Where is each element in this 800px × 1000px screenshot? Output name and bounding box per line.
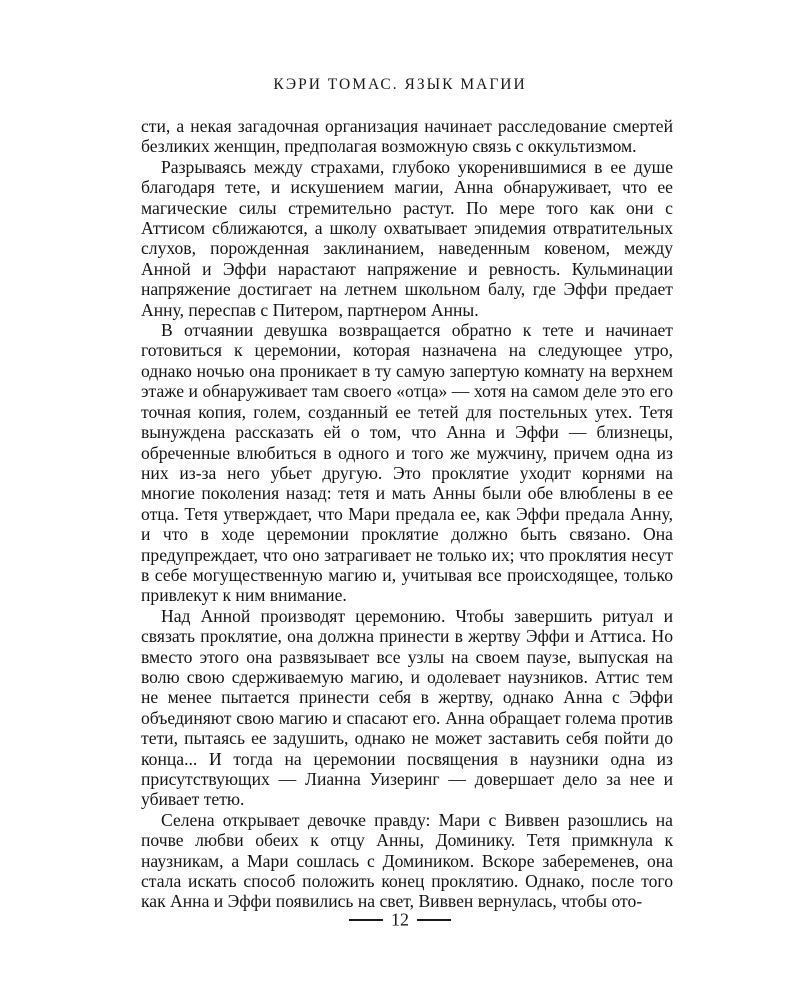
paragraph: Над Анной производят церемонию. Чтобы завершить ритуал и связать проклятие, она должна принести в жертву Эффи и Аттиса. Но вместо этого она развязывает все узлы на своем паузе, выпуская на волю свою сдерживаемую магию, и одолевает наузников. Аттис тем не менее пытается принести себя в жертву, однако Анна с Эффи объединяют свою магию и спасают его. Анна обращает голема против тети, пытаясь ее задушить, однако не может заставить себя пойти до конца... И тогда на церемонии посвящения в наузники одна из присутствующих — Лианна Уизеринг — довершает дело за нее и убивает тетю. [141, 605, 673, 810]
page-number-value: 12 [391, 909, 409, 930]
page-number [0, 908, 800, 930]
body-text [141, 116, 673, 912]
paragraph: сти, а некая загадочная организация начинает расследование смертей безликих женщин, предполагая возможную связь с оккультизмом. [141, 116, 673, 157]
paragraph: Разрываясь между страхами, глубоко укоренившимися в ее душе благодаря тете, и искушением магии, Анна обнаруживает, что ее магические силы стремительно растут. По мере того как они с Аттисом сближаются, а школу охватывает эпидемия отвратительных слухов, порожденная заклинанием, наведенным ковеном, между Анной и Эффи нарастают напряжение и ревность. Кульминации напряжение достигает на летнем школьном балу, где Эффи предает Анну, переспав с Питером, партнером Анны. [141, 156, 673, 320]
paragraph: В отчаянии девушка возвращается обратно к тете и начинает готовиться к церемонии, которая назначена на следующее утро, однако ночью она проникает в ту самую запертую комнату на верхнем этаже и обнаруживает там своего «отца» — хотя на самом деле это его точная копия, голем, созданный ее тетей для постельных утех. Тетя вынуждена рассказать ей о том, что Анна и Эффи — близнецы, обреченные влюбиться в одного и того же мужчину, причем одна из них из-за него убьет другую. Это проклятие уходит корнями на многие поколения назад: тетя и мать Анны были обе влюблены в ее отца. Тетя утверждает, что Мари предала ее, как Эффи предала Анну, и что в ходе церемонии проклятие должно быть связано. Она предупреждает, что оно затрагивает не только их; что проклятия несут в себе могущественную магию и, учитывая все происходящее, только привлекут к ним внимание. [141, 320, 673, 606]
paragraph: Селена открывает девочке правду: Мари с Виввен разошлись на почве любви обеих к отцу Анны, Доминику. Тетя примкнула к наузникам, а Мари сошлась с Домиником. Вскоре забеременев, она стала искать способ положить конец проклятию. Однако, после того как Анна и Эффи появились на свет, Виввен вернулась, чтобы ото- [141, 809, 673, 912]
running-head: КЭРИ ТОМАС. ЯЗЫК МАГИИ [273, 76, 527, 93]
folio-rule-left [349, 919, 383, 921]
folio-rule-right [417, 919, 451, 921]
